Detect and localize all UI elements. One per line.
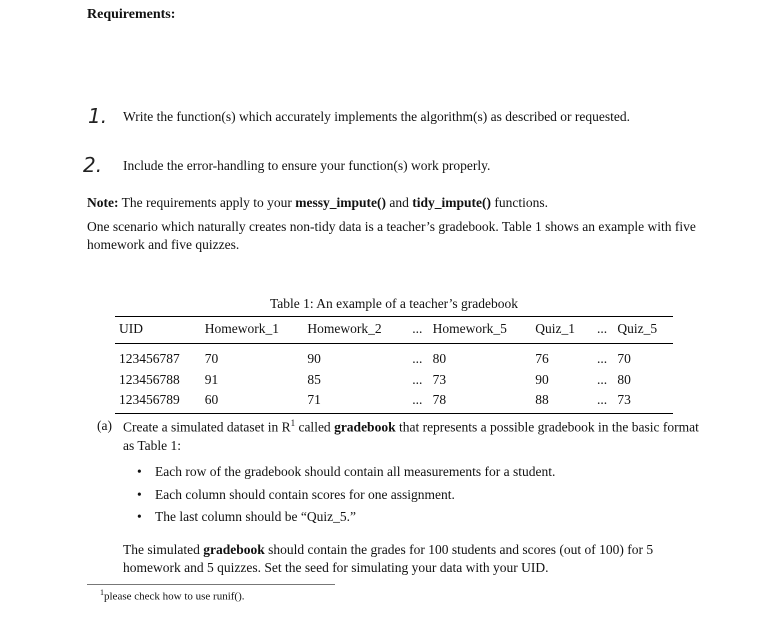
- table-row: [115, 370, 673, 390]
- part-a-label: (a): [97, 418, 112, 433]
- table-cell: ...: [597, 391, 608, 407]
- header-cell: Homework_1: [204, 321, 280, 337]
- table-cell: 73: [432, 371, 447, 387]
- table-cell: 123456788: [119, 371, 180, 387]
- table-cell: 90: [307, 351, 321, 367]
- footnote-text: please check how to use runif().: [104, 590, 245, 603]
- part-a-text-3: that represents a possible gradebook in the basic format as Table 1:: [123, 419, 699, 453]
- requirements-heading: Requirements:: [87, 7, 176, 22]
- table-cell: ...: [412, 391, 423, 407]
- table-cell: 85: [307, 371, 321, 387]
- requirement-2-text: Include the error-handling to ensure your function(s) work properly.: [123, 158, 491, 173]
- part-a-text-1: Create a simulated dataset in R: [123, 419, 291, 435]
- list-item: • The last column should be “Quiz_5.”: [137, 508, 555, 526]
- note-paragraph: [87, 194, 697, 212]
- handwritten-number-2: 2.: [83, 153, 103, 177]
- note-label: Note:: [87, 195, 119, 210]
- footnote: [100, 588, 245, 605]
- table-cell: 71: [307, 391, 321, 407]
- footnote-marker: 1: [290, 418, 296, 428]
- requirements-bullet-list: [137, 463, 555, 531]
- closing-text-2: should contain the grades for 100 students and scores (out of 100) for 5 homework and 5 quizzes. Set the seed for simulating your data with your UID.: [123, 542, 654, 576]
- header-cell: Quiz_1: [535, 321, 575, 337]
- note-and: and: [389, 195, 409, 210]
- header-cell: Quiz_5: [617, 321, 658, 337]
- note-function-2: tidy_impute(): [412, 195, 491, 210]
- table-row: [115, 344, 673, 370]
- header-cell: ...: [597, 321, 608, 337]
- gradebook-table: [115, 295, 673, 414]
- note-text-2: functions.: [494, 195, 548, 210]
- table-row: [115, 390, 673, 414]
- table-cell: ...: [412, 371, 423, 387]
- table-cell: 60: [204, 391, 219, 407]
- table-cell: 70: [617, 351, 631, 367]
- table-cell: ...: [412, 351, 423, 367]
- table-header-row: [115, 317, 673, 344]
- requirement-1-text: Write the function(s) which accurately implements the algorithm(s) as described or requested.: [123, 109, 631, 124]
- part-a-gradebook: gradebook: [334, 419, 396, 435]
- header-cell: Homework_5: [432, 321, 507, 337]
- note-function-1: messy_impute(): [295, 195, 386, 210]
- footnote-divider: [87, 584, 335, 585]
- table-cell: 73: [617, 391, 631, 407]
- list-item: • Each column should contain scores for one assignment.: [137, 486, 555, 504]
- header-cell: UID: [119, 321, 143, 337]
- header-cell: ...: [412, 321, 423, 337]
- table-cell: 91: [204, 371, 219, 387]
- handwritten-number-1: 1.: [88, 104, 108, 128]
- table-cell: 76: [535, 351, 549, 367]
- closing-gradebook: gradebook: [203, 542, 265, 557]
- closing-text-1: The simulated: [123, 542, 200, 557]
- table-cell: 90: [535, 371, 549, 387]
- table-cell: 80: [432, 351, 447, 367]
- closing-paragraph: [123, 541, 713, 577]
- table-cell: 123456787: [119, 351, 180, 367]
- table-cell: 70: [204, 351, 219, 367]
- header-cell: Homework_2: [307, 321, 382, 337]
- table-cell: 123456789: [119, 391, 180, 407]
- note-text-1: The requirements apply to your: [121, 195, 292, 210]
- table-caption: Table 1: An example of a teacher’s gradebook: [269, 296, 519, 311]
- footnote-number: 1: [100, 588, 104, 597]
- list-item: • Each row of the gradebook should contain all measurements for a student.: [137, 463, 555, 481]
- table-cell: ...: [597, 351, 608, 367]
- part-a-paragraph: [123, 417, 713, 455]
- part-a-text-2: called: [298, 419, 331, 435]
- table-cell: 80: [617, 371, 631, 387]
- table-cell: 88: [535, 391, 549, 407]
- table-cell: ...: [597, 371, 608, 387]
- table-cell: 78: [432, 391, 447, 407]
- intro-paragraph: One scenario which naturally creates non-tidy data is a teacher’s gradebook. Table 1 shows an example with five homework and five quizzes.: [87, 219, 696, 253]
